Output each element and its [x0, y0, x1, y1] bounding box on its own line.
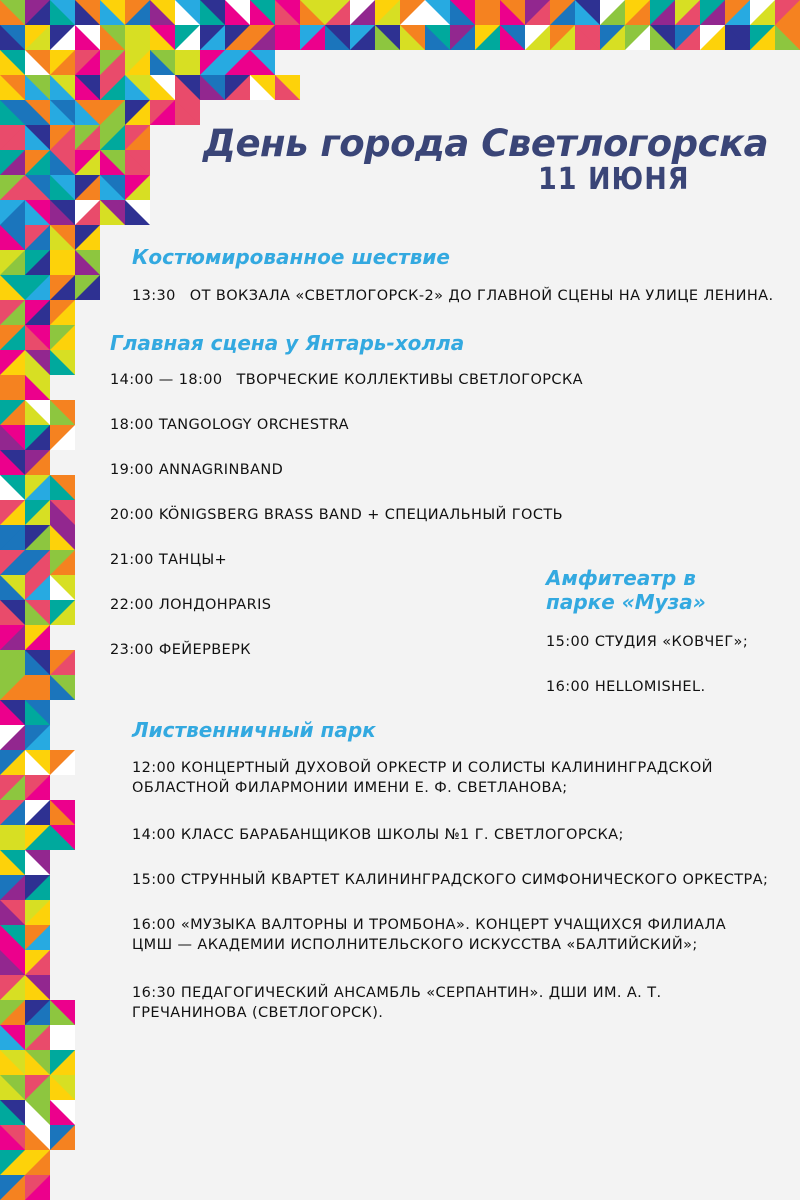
item-time: 20:00	[110, 507, 154, 523]
item-time: 15:00	[546, 634, 590, 650]
item-text: ANNAGRINBAND	[158, 462, 284, 478]
schedule-item	[132, 286, 774, 306]
schedule-item	[110, 550, 227, 570]
schedule-item	[110, 415, 349, 435]
item-text: ОТ ВОКЗАЛА «СВЕТЛОГОРСК-2» ДО ГЛАВНОЙ СЦЕНЫ НА УЛИЦЕ ЛЕНИНА.	[189, 288, 774, 304]
item-time: 18:00	[110, 417, 154, 433]
item-text: «МУЗЫКА ВАЛТОРНЫ И ТРОМБОНА». КОНЦЕРТ УЧАЩИХСЯ ФИЛИАЛА ЦМШ — АКАДЕМИИ ИСПОЛНИТЕЛЬСКОГО ИСКУССТВА «БАЛТИЙСКИЙ»;	[132, 917, 727, 953]
item-text: ТАНЦЫ+	[158, 552, 228, 568]
item-text: ЛОНДОНPARIS	[158, 597, 272, 613]
item-text: КЛАСС БАРАБАНЩИКОВ ШКОЛЫ №1 Г. СВЕТЛОГОРСКА;	[180, 827, 624, 843]
item-time: 21:00	[110, 552, 154, 568]
item-time: 22:00	[110, 597, 154, 613]
item-text: ТВОРЧЕСКИЕ КОЛЛЕКТИВЫ СВЕТЛОГОРСКА	[236, 372, 583, 388]
section-title-amphitheatre: Амфитеатр в парке «Муза»	[546, 566, 706, 614]
page-title: День города Светлогорска	[203, 122, 769, 165]
item-text: KÖNIGSBERG BRASS BAND + СПЕЦИАЛЬНЫЙ ГОСТЬ	[158, 507, 563, 523]
item-time: 16:30	[132, 985, 176, 1001]
item-time: 12:00	[132, 760, 176, 776]
section-title-procession: Костюмированное шествие	[132, 245, 450, 269]
item-time: 16:00	[546, 679, 590, 695]
item-text: HELLOMISHEL.	[594, 679, 706, 695]
schedule-item	[132, 825, 624, 845]
schedule-item	[110, 595, 271, 615]
section-title-larch-park: Лиственничный парк	[132, 718, 376, 742]
schedule-item	[132, 870, 768, 890]
schedule-item	[110, 460, 283, 480]
schedule-item	[132, 915, 752, 955]
schedule-item	[546, 632, 748, 652]
schedule-item	[132, 758, 742, 798]
item-time: 13:30	[132, 288, 176, 304]
item-text: СТУДИЯ «КОВЧЕГ»;	[594, 634, 749, 650]
item-time: 14:00 — 18:00	[110, 372, 223, 388]
section-title-main-stage: Главная сцена у Янтарь-холла	[110, 331, 465, 355]
item-time: 15:00	[132, 872, 176, 888]
schedule-item	[132, 983, 752, 1023]
event-date: 11 ИЮНЯ	[538, 162, 690, 197]
item-time: 16:00	[132, 917, 176, 933]
item-text: TANGOLOGY ORCHESTRA	[158, 417, 349, 433]
schedule-item	[110, 370, 583, 390]
schedule-item	[546, 677, 705, 697]
item-text: ФЕЙЕРВЕРК	[158, 642, 251, 658]
item-time: 19:00	[110, 462, 154, 478]
item-text: КОНЦЕРТНЫЙ ДУХОВОЙ ОРКЕСТР И СОЛИСТЫ КАЛИНИНГРАДСКОЙ ОБЛАСТНОЙ ФИЛАРМОНИИ ИМЕНИ Е. Ф. СВЕТЛАНОВА;	[132, 760, 713, 796]
schedule-item	[110, 505, 563, 525]
item-text: СТРУННЫЙ КВАРТЕТ КАЛИНИНГРАДСКОГО СИМФОНИЧЕСКОГО ОРКЕСТРА;	[180, 872, 769, 888]
item-time: 23:00	[110, 642, 154, 658]
schedule-item	[110, 640, 251, 660]
item-text: ПЕДАГОГИЧЕСКИЙ АНСАМБЛЬ «СЕРПАНТИН». ДШИ ИМ. А. Т. ГРЕЧАНИНОВА (СВЕТЛОГОРСК).	[132, 985, 662, 1021]
item-time: 14:00	[132, 827, 176, 843]
